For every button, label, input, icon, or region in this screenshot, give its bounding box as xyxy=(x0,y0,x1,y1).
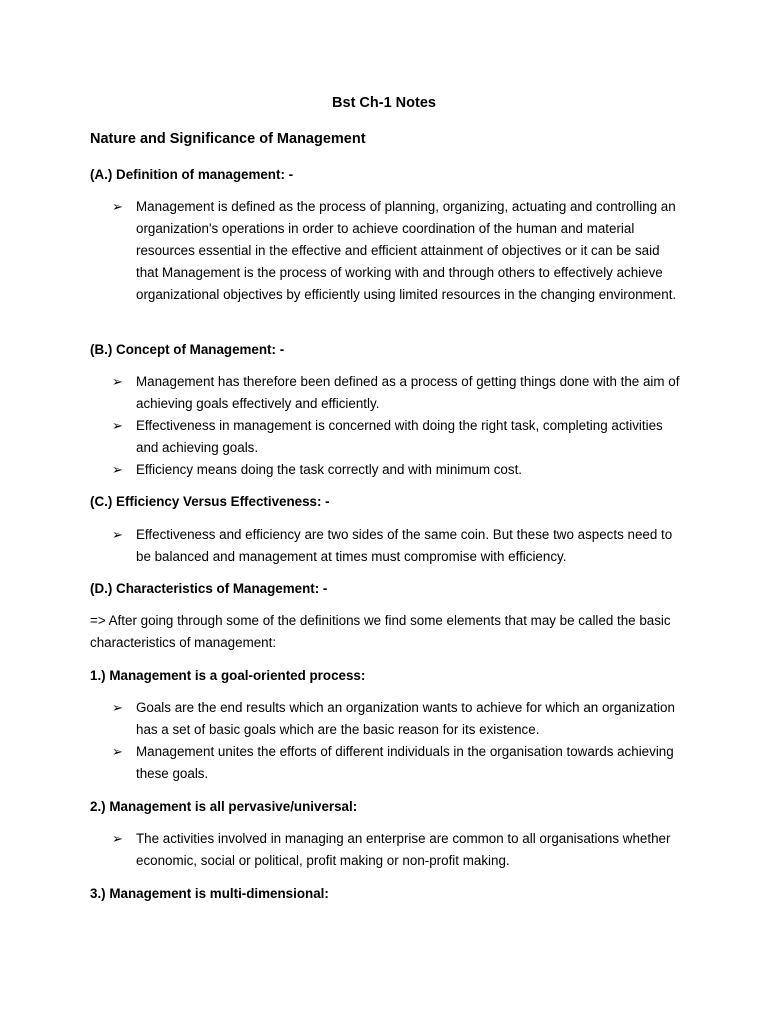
arrow-bullet-icon: ➢ xyxy=(112,527,123,542)
bullet-text: Management has therefore been defined as a process of getting things done with the aim of achieving goals effectively and efficiently. xyxy=(136,374,680,411)
arrow-bullet-icon: ➢ xyxy=(112,831,123,846)
arrow-bullet-icon: ➢ xyxy=(112,462,123,477)
arrow-bullet-icon: ➢ xyxy=(112,374,123,389)
document-title: Bst Ch-1 Notes xyxy=(332,95,436,111)
section-heading-goal-oriented: 1.) Management is a goal-oriented process: xyxy=(90,668,366,683)
section-heading-efficiency-vs-effectiveness: (C.) Efficiency Versus Effectiveness: - xyxy=(90,494,330,509)
section-heading-multi-dimensional: 3.) Management is multi-dimensional: xyxy=(90,886,329,901)
list-item xyxy=(112,828,682,872)
bullet-list-goal-oriented xyxy=(112,697,682,785)
section-heading-definition: (A.) Definition of management: - xyxy=(90,167,294,182)
arrow-bullet-icon: ➢ xyxy=(112,418,123,433)
list-item xyxy=(112,697,682,741)
section-heading-pervasive: 2.) Management is all pervasive/universal: xyxy=(90,799,358,814)
bullet-list-efficiency-vs-effectiveness xyxy=(112,524,682,568)
bullet-list-definition xyxy=(112,196,682,306)
arrow-bullet-icon: ➢ xyxy=(112,744,123,759)
arrow-bullet-icon: ➢ xyxy=(112,700,123,715)
bullet-list-concept xyxy=(112,371,682,481)
bullet-text: Management is defined as the process of planning, organizing, actuating and controlling an organization's operations in order to achieve coordination of the human and material resources essential in the effective and efficient attainment of objectives or it can be said that Management is the process of working with and through others to effectively achieve organizational objectives by efficiently using limited resources in the changing environment. xyxy=(136,199,677,302)
bullet-text: Management unites the efforts of different individuals in the organisation towards achieving these goals. xyxy=(136,744,674,781)
bullet-text: Efficiency means doing the task correctly and with minimum cost. xyxy=(136,462,523,477)
section-heading-characteristics: (D.) Characteristics of Management: - xyxy=(90,581,328,596)
section-heading-concept: (B.) Concept of Management: - xyxy=(90,342,285,357)
bullet-text: Goals are the end results which an organization wants to achieve for which an organization has a set of basic goals which are the basic reason for its existence. xyxy=(136,700,675,737)
bullet-text: Effectiveness in management is concerned with doing the right task, completing activities and achieving goals. xyxy=(136,418,663,455)
bullet-text: Effectiveness and efficiency are two sides of the same coin. But these two aspects need to be balanced and management at times must compromise with efficiency. xyxy=(136,527,673,564)
list-item xyxy=(112,415,682,459)
list-item xyxy=(112,741,682,785)
list-item xyxy=(112,524,682,568)
characteristics-intro: => After going through some of the definitions we find some elements that may be called the basic characteristics of management: xyxy=(90,613,671,650)
document-subtitle: Nature and Significance of Management xyxy=(90,131,366,147)
list-item xyxy=(112,459,682,481)
bullet-list-pervasive xyxy=(112,828,682,872)
arrow-bullet-icon: ➢ xyxy=(112,199,123,214)
list-item xyxy=(112,371,682,415)
list-item xyxy=(112,196,682,306)
bullet-text: The activities involved in managing an enterprise are common to all organisations whether economic, social or political, profit making or non-profit making. xyxy=(136,831,671,868)
